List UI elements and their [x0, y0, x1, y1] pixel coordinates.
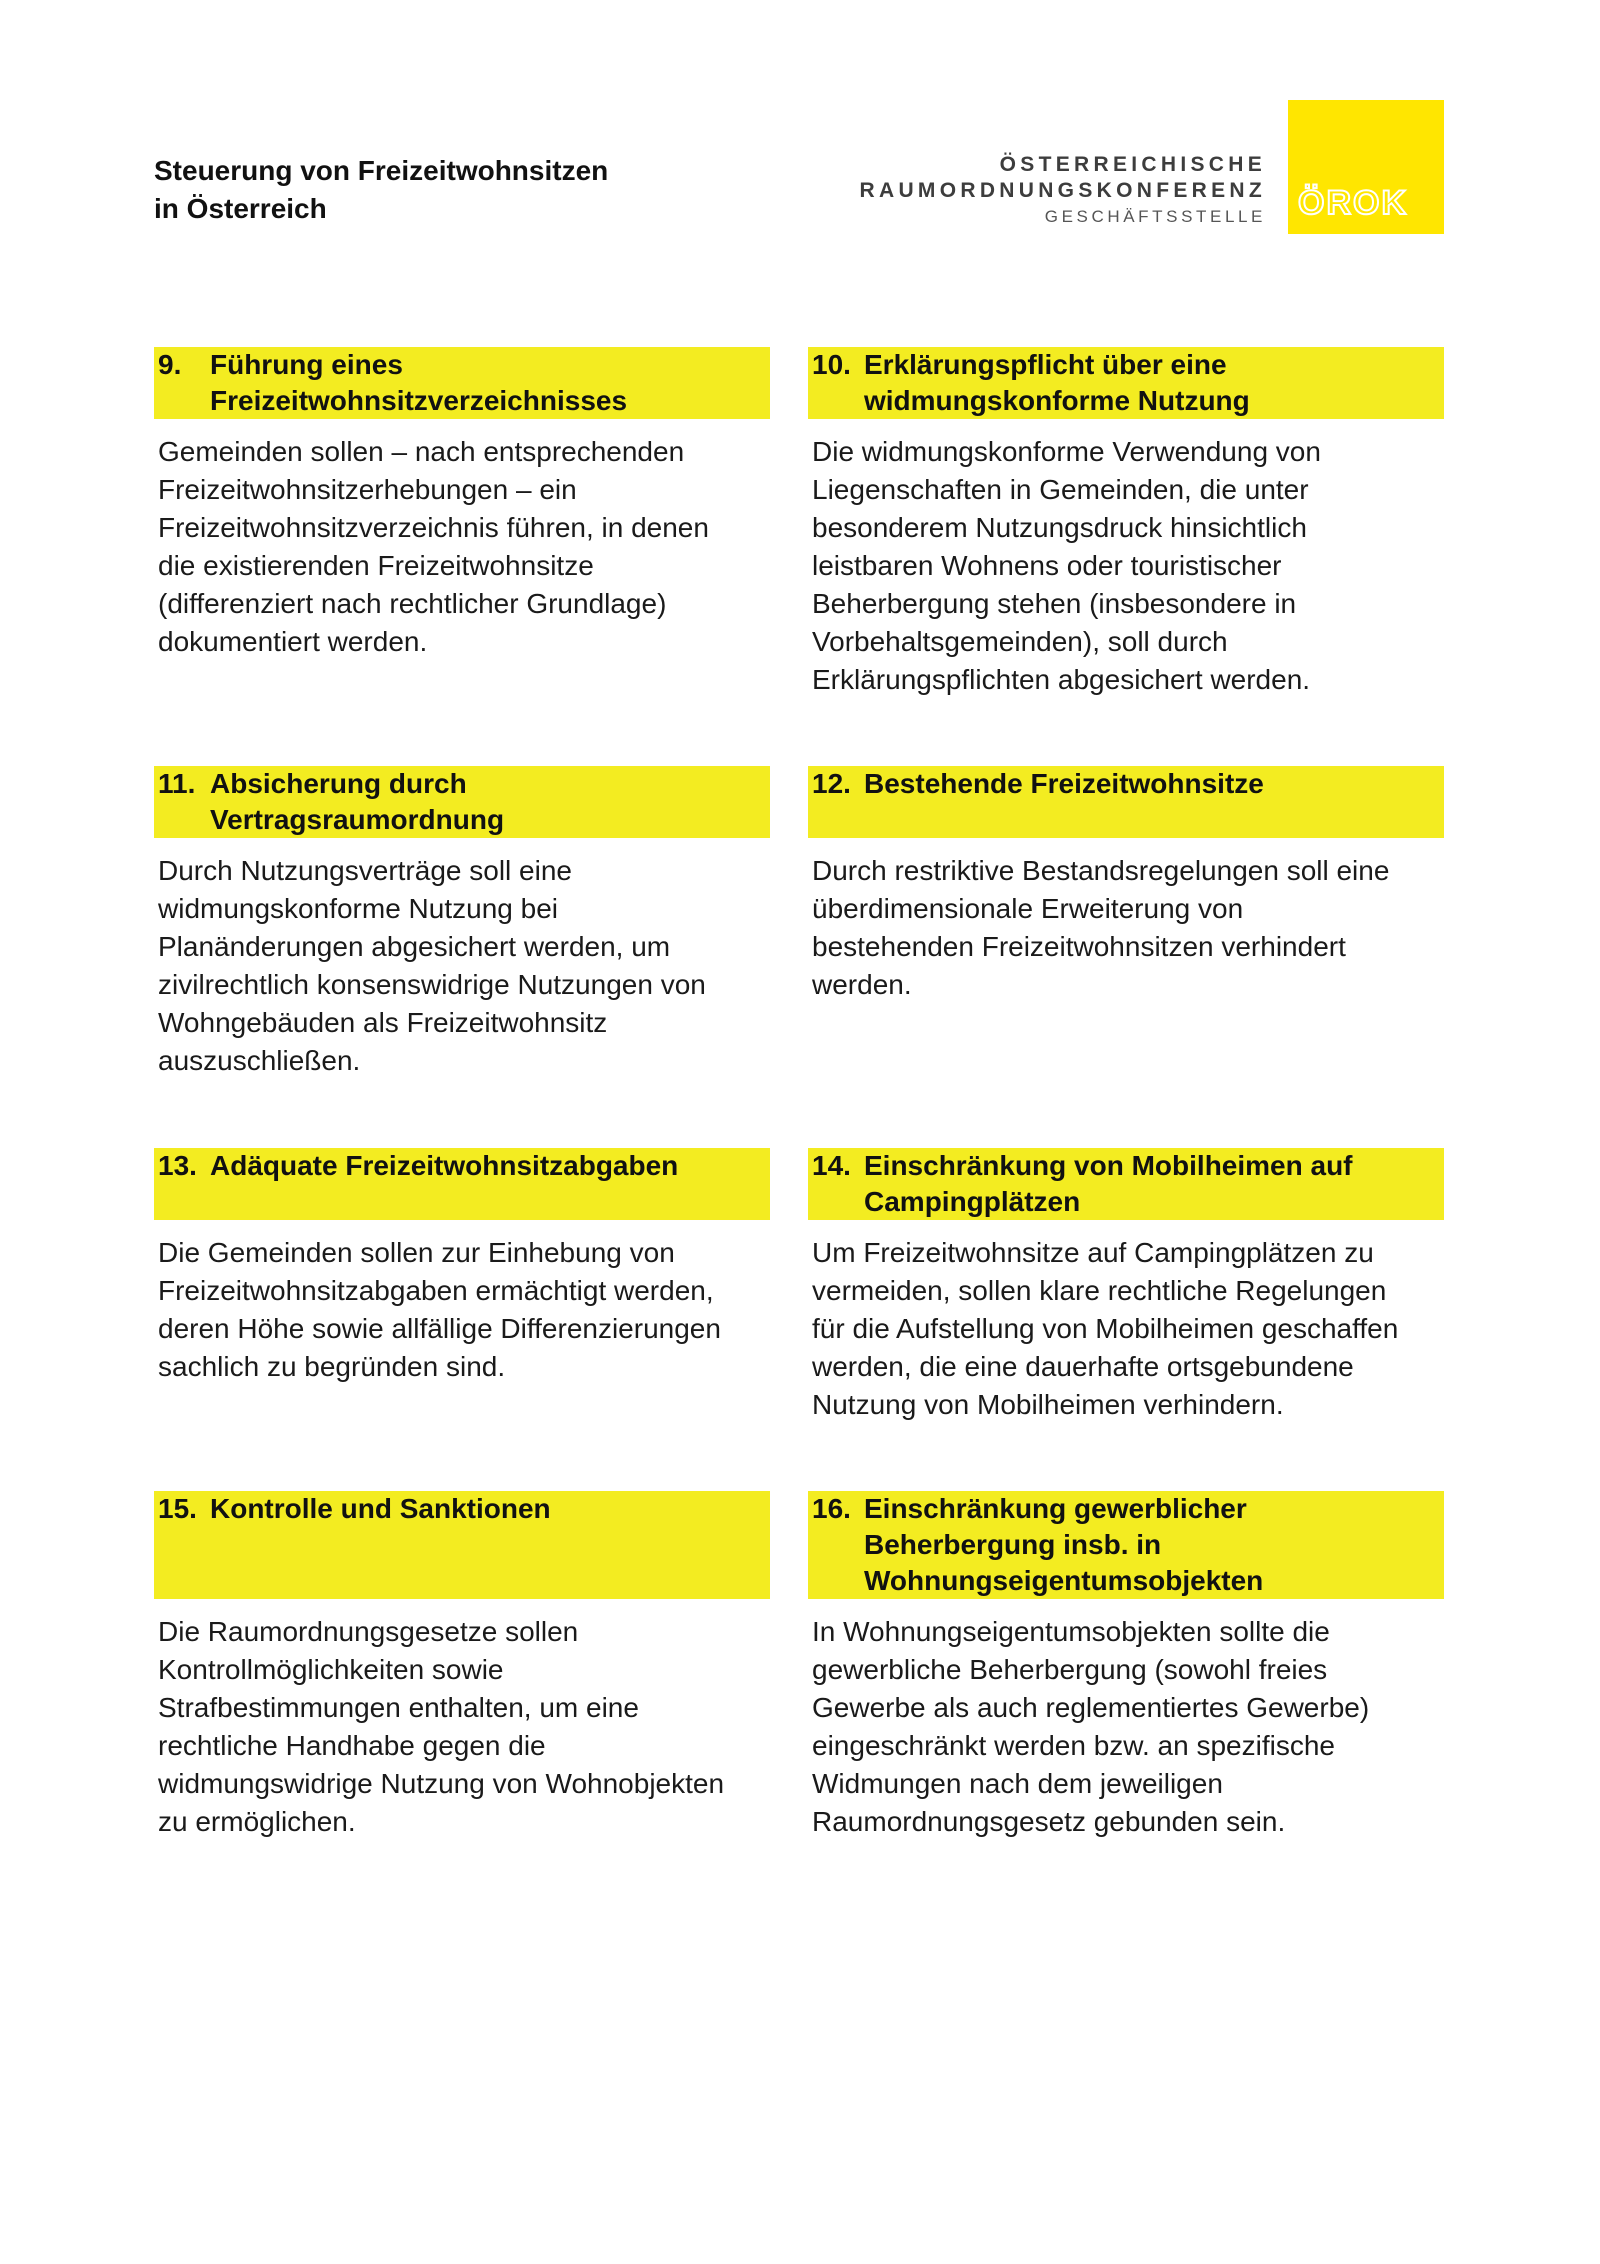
heading-line: Adäquate Freizeitwohnsitzabgaben	[210, 1150, 679, 1181]
section-9	[154, 347, 770, 661]
section-heading	[808, 766, 1444, 838]
section-body	[154, 852, 770, 1080]
body-line: vermeiden, sollen klare rechtliche Regelungen	[812, 1275, 1387, 1306]
section-heading-text	[210, 766, 760, 838]
section-14	[808, 1148, 1444, 1424]
body-line: Durch restriktive Bestandsregelungen soll eine	[812, 855, 1390, 886]
body-line: Die Raumordnungsgesetze sollen	[158, 1616, 579, 1647]
body-line: gewerbliche Beherbergung (sowohl freies	[812, 1654, 1328, 1685]
heading-line: Absicherung durch	[210, 768, 467, 799]
heading-line: Einschränkung gewerblicher	[864, 1493, 1247, 1524]
body-line: Erklärungspflichten abgesichert werden.	[812, 664, 1311, 695]
body-line: eingeschränkt werden bzw. an spezifische	[812, 1730, 1335, 1761]
section-heading-text	[864, 347, 1434, 419]
section-15	[154, 1491, 770, 1841]
body-line: Liegenschaften in Gemeinden, die unter	[812, 474, 1309, 505]
section-11	[154, 766, 770, 1080]
body-line: Gewerbe als auch reglementiertes Gewerbe)	[812, 1692, 1370, 1723]
document-title-line-1: Steuerung von Freizeitwohnsitzen	[154, 155, 609, 186]
section-heading-text	[864, 1491, 1434, 1599]
heading-line: Beherbergung insb. in	[864, 1529, 1162, 1560]
body-line: leistbaren Wohnens oder touristischer	[812, 550, 1282, 581]
section-heading	[154, 1491, 770, 1599]
section-number: 15.	[158, 1493, 197, 1524]
body-line: Kontrollmöglichkeiten sowie	[158, 1654, 504, 1685]
body-line: Freizeitwohnsitzabgaben ermächtigt werden,	[158, 1275, 714, 1306]
section-13	[154, 1148, 770, 1386]
section-body	[808, 852, 1444, 1004]
organization-name	[806, 152, 1266, 230]
section-16	[808, 1491, 1444, 1841]
section-number: 14.	[812, 1150, 851, 1181]
section-heading-text	[210, 347, 760, 419]
section-body	[808, 1613, 1444, 1841]
body-line: Beherbergung stehen (insbesondere in	[812, 588, 1297, 619]
section-heading-text	[864, 1148, 1434, 1220]
section-heading-text	[864, 766, 1434, 838]
section-heading	[808, 1148, 1444, 1220]
section-heading-text	[210, 1148, 760, 1220]
body-line: zivilrechtlich konsenswidrige Nutzungen von	[158, 969, 706, 1000]
body-line: Strafbestimmungen enthalten, um eine	[158, 1692, 639, 1723]
body-line: Die Gemeinden sollen zur Einhebung von	[158, 1237, 675, 1268]
body-line: Durch Nutzungsverträge soll eine	[158, 855, 572, 886]
body-line: Nutzung von Mobilheimen verhindern.	[812, 1389, 1284, 1420]
section-number: 11.	[158, 768, 196, 799]
heading-line: Erklärungspflicht über eine	[864, 349, 1227, 380]
body-line: Planänderungen abgesichert werden, um	[158, 931, 671, 962]
section-number: 13.	[158, 1150, 197, 1181]
body-line: die existierenden Freizeitwohnsitze	[158, 550, 594, 581]
heading-line: Campingplätzen	[864, 1186, 1081, 1217]
section-number: 12.	[812, 768, 851, 799]
section-number: 9.	[158, 349, 182, 380]
body-line: Gemeinden sollen – nach entsprechenden	[158, 436, 685, 467]
body-line: Freizeitwohnsitzerhebungen – ein	[158, 474, 577, 505]
heading-line: Kontrolle und Sanktionen	[210, 1493, 551, 1524]
section-heading	[154, 766, 770, 838]
body-line: rechtliche Handhabe gegen die	[158, 1730, 546, 1761]
heading-line: widmungskonforme Nutzung	[864, 385, 1250, 416]
heading-line: Freizeitwohnsitzverzeichnisses	[210, 385, 628, 416]
body-line: Die widmungskonforme Verwendung von	[812, 436, 1321, 467]
body-line: Wohngebäuden als Freizeitwohnsitz	[158, 1007, 608, 1038]
body-line: In Wohnungseigentumsobjekten sollte die	[812, 1616, 1330, 1647]
orok-logo	[1288, 100, 1444, 234]
body-line: Um Freizeitwohnsitze auf Campingplätzen zu	[812, 1237, 1374, 1268]
body-line: Vorbehaltsgemeinden), soll durch	[812, 626, 1228, 657]
body-line: auszuschließen.	[158, 1045, 361, 1076]
body-line: besonderem Nutzungsdruck hinsichtlich	[812, 512, 1307, 543]
body-line: widmungswidrige Nutzung von Wohnobjekten	[158, 1768, 725, 1799]
heading-line: Vertragsraumordnung	[210, 804, 505, 835]
section-heading	[808, 1491, 1444, 1599]
section-body	[808, 1234, 1444, 1424]
organization-name-line-3: GESCHÄFTSSTELLE	[1044, 207, 1266, 226]
organization-name-line-1: ÖSTERREICHISCHE	[999, 153, 1266, 176]
document-title-line-2: in Österreich	[154, 193, 327, 224]
section-heading	[154, 1148, 770, 1220]
section-body	[154, 1234, 770, 1386]
body-line: werden, die eine dauerhafte ortsgebundene	[812, 1351, 1354, 1382]
body-line: zu ermöglichen.	[158, 1806, 356, 1837]
organization-name-line-2: RAUMORDNUNGSKONFERENZ	[859, 179, 1266, 202]
body-line: Widmungen nach dem jeweiligen	[812, 1768, 1223, 1799]
body-line: widmungskonforme Nutzung bei	[158, 893, 558, 924]
body-line: Freizeitwohnsitzverzeichnis führen, in denen	[158, 512, 709, 543]
section-body	[808, 433, 1444, 699]
section-12	[808, 766, 1444, 1004]
heading-line: Führung eines	[210, 349, 403, 380]
section-heading-text	[210, 1491, 760, 1599]
body-line: überdimensionale Erweiterung von	[812, 893, 1244, 924]
heading-line: Wohnungseigentumsobjekten	[864, 1565, 1264, 1596]
section-10	[808, 347, 1444, 699]
body-line: (differenziert nach rechtlicher Grundlage)	[158, 588, 667, 619]
section-number: 16.	[812, 1493, 851, 1524]
section-body	[154, 433, 770, 661]
section-body	[154, 1613, 770, 1841]
orok-logo-text: ÖROK	[1298, 184, 1408, 222]
body-line: bestehenden Freizeitwohnsitzen verhindert	[812, 931, 1346, 962]
body-line: sachlich zu begründen sind.	[158, 1351, 506, 1382]
section-number: 10.	[812, 349, 851, 380]
body-line: dokumentiert werden.	[158, 626, 428, 657]
section-heading	[154, 347, 770, 419]
section-heading	[808, 347, 1444, 419]
heading-line: Bestehende Freizeitwohnsitze	[864, 768, 1264, 799]
body-line: Raumordnungsgesetz gebunden sein.	[812, 1806, 1286, 1837]
body-line: für die Aufstellung von Mobilheimen geschaffen	[812, 1313, 1399, 1344]
document-title	[154, 152, 608, 228]
body-line: werden.	[812, 969, 912, 1000]
heading-line: Einschränkung von Mobilheimen auf	[864, 1150, 1353, 1181]
body-line: deren Höhe sowie allfällige Differenzierungen	[158, 1313, 721, 1344]
